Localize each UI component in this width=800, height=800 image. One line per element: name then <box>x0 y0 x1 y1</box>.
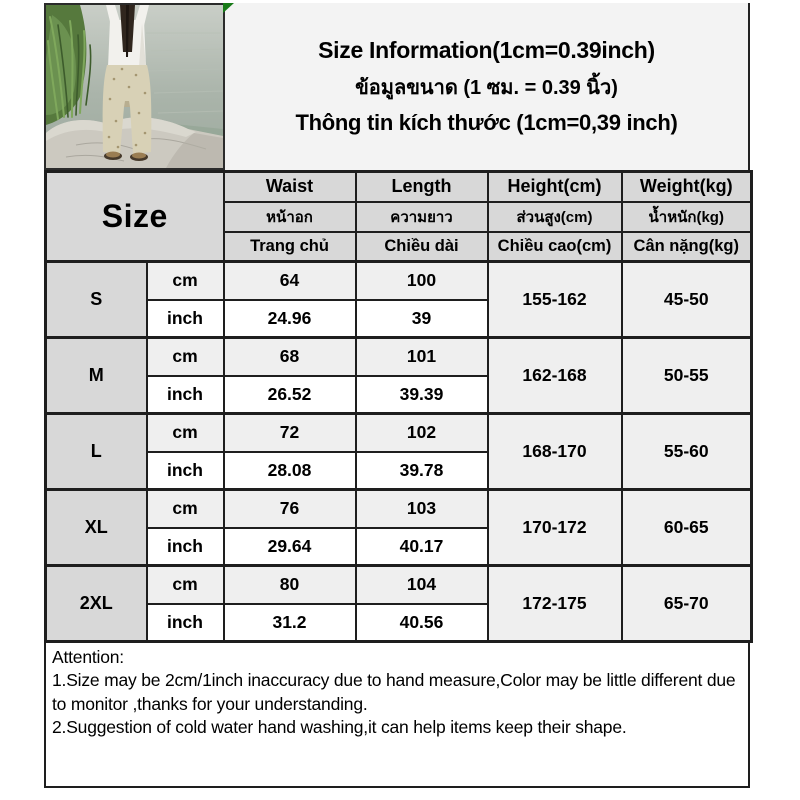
unit-cell: inch <box>147 300 224 338</box>
attention-line-2: 2.Suggestion of cold water hand washing,it can help items keep their shape. <box>52 716 627 737</box>
height-range-value: 162-168 <box>488 338 622 414</box>
size-info-title-en: Size Information(1cm=0.39inch) <box>318 37 655 63</box>
size-label-m: M <box>46 338 147 414</box>
product-photo <box>44 3 225 170</box>
size-label-l: L <box>46 414 147 490</box>
height-header-en: Height(cm) <box>488 172 622 202</box>
size-label-s: S <box>46 262 147 338</box>
length-cm-value: 103 <box>356 490 488 528</box>
weight-range-value: 60-65 <box>622 490 752 566</box>
table-row <box>46 338 752 376</box>
length-inch-value: 39.78 <box>356 452 488 490</box>
waist-header-vi: Trang chủ <box>224 232 356 262</box>
waist-cm-value: 80 <box>224 566 356 604</box>
table-row <box>46 262 752 300</box>
length-inch-value: 40.56 <box>356 604 488 642</box>
size-label-xl: XL <box>46 490 147 566</box>
weight-header-en: Weight(kg) <box>622 172 752 202</box>
table-row <box>46 566 752 604</box>
unit-cell: cm <box>147 338 224 376</box>
table-row <box>46 490 752 528</box>
green-corner-flag-icon <box>223 3 234 13</box>
size-table-header <box>46 172 752 262</box>
waist-inch-value: 31.2 <box>224 604 356 642</box>
length-header-th: ความยาว <box>356 202 488 232</box>
waist-inch-value: 24.96 <box>224 300 356 338</box>
size-table <box>44 170 753 643</box>
waist-cm-value: 64 <box>224 262 356 300</box>
height-range-value: 172-175 <box>488 566 622 642</box>
size-column-header: Size <box>46 172 224 262</box>
unit-cell: inch <box>147 604 224 642</box>
attention-heading: Attention: <box>52 647 124 667</box>
waist-cm-value: 72 <box>224 414 356 452</box>
table-row <box>46 414 752 452</box>
length-cm-value: 101 <box>356 338 488 376</box>
title-block <box>225 3 750 170</box>
weight-range-value: 65-70 <box>622 566 752 642</box>
unit-cell: inch <box>147 376 224 414</box>
waist-inch-value: 26.52 <box>224 376 356 414</box>
height-range-value: 168-170 <box>488 414 622 490</box>
height-range-value: 170-172 <box>488 490 622 566</box>
waist-header-en: Waist <box>224 172 356 202</box>
unit-cell: cm <box>147 490 224 528</box>
waist-cm-value: 68 <box>224 338 356 376</box>
product-photo-illustration <box>46 5 223 168</box>
size-info-title-vi: Thông tin kích thước (1cm=0,39 inch) <box>295 110 678 135</box>
weight-range-value: 50-55 <box>622 338 752 414</box>
waist-inch-value: 29.64 <box>224 528 356 566</box>
size-info-title-th: ข้อมูลขนาด (1 ซม. = 0.39 นิ้ว) <box>355 77 618 99</box>
length-inch-value: 39.39 <box>356 376 488 414</box>
weight-range-value: 55-60 <box>622 414 752 490</box>
length-cm-value: 104 <box>356 566 488 604</box>
unit-cell: inch <box>147 452 224 490</box>
height-range-value: 155-162 <box>488 262 622 338</box>
height-header-vi: Chiều cao(cm) <box>488 232 622 262</box>
height-header-th: ส่วนสูง(cm) <box>488 202 622 232</box>
length-cm-value: 100 <box>356 262 488 300</box>
length-header-en: Length <box>356 172 488 202</box>
waist-inch-value: 28.08 <box>224 452 356 490</box>
unit-cell: cm <box>147 414 224 452</box>
size-chart-content <box>44 3 750 788</box>
length-header-vi: Chiều dài <box>356 232 488 262</box>
length-inch-value: 39 <box>356 300 488 338</box>
waist-header-th: หน้าอก <box>224 202 356 232</box>
unit-cell: cm <box>147 262 224 300</box>
attention-line-1: 1.Size may be 2cm/1inch inaccuracy due to hand measure,Color may be little different due to monitor ,thanks for your understanding. <box>52 670 736 714</box>
waist-cm-value: 76 <box>224 490 356 528</box>
length-inch-value: 40.17 <box>356 528 488 566</box>
size-label-2xl: 2XL <box>46 566 147 642</box>
top-section <box>44 3 750 170</box>
unit-cell: inch <box>147 528 224 566</box>
weight-header-vi: Cân nặng(kg) <box>622 232 752 262</box>
unit-cell: cm <box>147 566 224 604</box>
attention-note <box>44 643 750 788</box>
weight-header-th: น้ำหนัก(kg) <box>622 202 752 232</box>
length-cm-value: 102 <box>356 414 488 452</box>
weight-range-value: 45-50 <box>622 262 752 338</box>
